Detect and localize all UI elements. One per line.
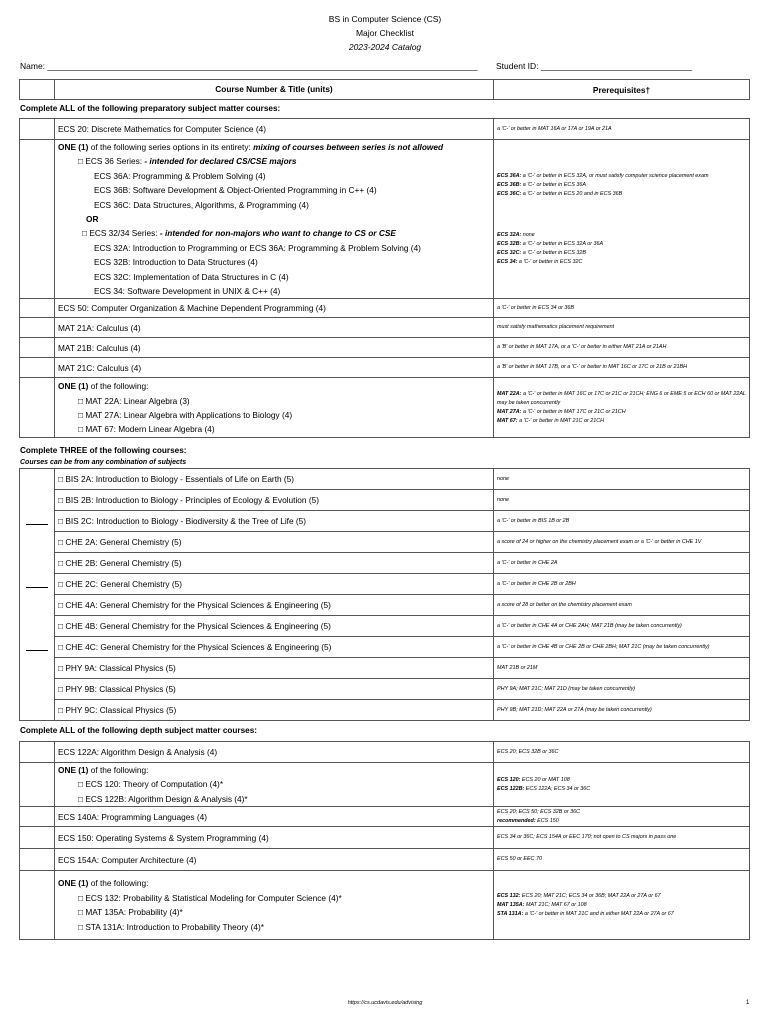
prereq-che4b: a 'C-' or better in CHE 4A or CHE 2AH; MAT 21B (may be taken concurrently) xyxy=(494,616,750,637)
course-mat21b: MAT 21B: Calculus (4) xyxy=(55,338,494,358)
prereq-che2a: a score of 24 or higher on the chemistry placement exam or a 'C-' or better in CHE 1V xyxy=(494,532,750,553)
table-row xyxy=(20,574,750,595)
option-ecs122b[interactable]: □ ECS 122B: Algorithm Design & Analysis (4)* xyxy=(78,793,248,804)
table-row xyxy=(20,378,750,438)
checkbox-cell[interactable] xyxy=(20,827,55,849)
course-theory-option: ONE (1) of the following: □ ECS 120: Theory of Computation (4)* □ ECS 122B: Algorithm Design & Analysis (4)* xyxy=(55,763,494,807)
column-header xyxy=(19,79,750,100)
checkbox-cell[interactable] xyxy=(20,849,55,871)
table-row xyxy=(20,140,750,299)
depth-table xyxy=(19,741,750,940)
course-bis2a[interactable]: □ BIS 2A: Introduction to Biology - Essentials of Life on Earth (5) xyxy=(55,469,494,490)
table-row xyxy=(20,827,750,849)
prereq-bis2c: a 'C-' or better in BIS 1B or 2B xyxy=(494,511,750,532)
course-mat21a: MAT 21A: Calculus (4) xyxy=(55,318,494,338)
prereq-che2c: a 'C-' or better in CHE 2B or 2BH xyxy=(494,574,750,595)
page-number: 1 xyxy=(746,1000,750,1006)
title-catalog: 2023-2024 Catalog xyxy=(348,42,422,52)
student-id-field[interactable]: Student ID: ________________________________ xyxy=(496,61,693,71)
course-mat21c: MAT 21C: Calculus (4) xyxy=(55,358,494,378)
title-checklist: Major Checklist xyxy=(355,28,415,38)
course-phy9a[interactable]: □ PHY 9A: Classical Physics (5) xyxy=(55,658,494,679)
table-row xyxy=(20,658,750,679)
course-ecs20: ECS 20: Discrete Mathematics for Computer Science (4) xyxy=(55,119,494,140)
course-ecs154a: ECS 154A: Computer Architecture (4) xyxy=(55,849,494,871)
prereq-ecs122a: ECS 20; ECS 32B or 36C xyxy=(494,742,750,763)
checkbox-cell[interactable] xyxy=(20,338,55,358)
course-che4c[interactable]: □ CHE 4C: General Chemistry for the Physical Sciences & Engineering (5) xyxy=(55,637,494,658)
name-field[interactable]: Name: ___________________________________________________________________________________________ xyxy=(20,61,478,71)
course-che2b[interactable]: □ CHE 2B: General Chemistry (5) xyxy=(55,553,494,574)
prereq-column-header: Prerequisites† xyxy=(494,80,750,100)
table-row xyxy=(20,849,750,871)
table-row xyxy=(20,318,750,338)
course-column-header: Course Number & Title (units) xyxy=(55,80,494,100)
prereq-mat21b: a 'B' or better in MAT 17A, or a 'C-' or better in either MAT 21A or 21AH xyxy=(494,338,750,358)
science-check-column xyxy=(20,469,55,721)
prereq-che4a: a score of 28 or better on the chemistry placement exam xyxy=(494,595,750,616)
science-blank-2[interactable] xyxy=(26,587,48,588)
option-mat27a[interactable]: □ MAT 27A: Linear Algebra with Applications to Biology (4) xyxy=(78,409,293,420)
prereq-ecs150: ECS 34 or 36C; ECS 154A or EEC 170; not open to CS majors in pass one xyxy=(494,827,750,849)
prereq-che2b: a 'C-' or better in CHE 2A xyxy=(494,553,750,574)
science-table xyxy=(19,468,750,721)
table-row xyxy=(20,871,750,940)
checkbox-cell[interactable] xyxy=(20,807,55,827)
prereq-bis2b: none xyxy=(494,490,750,511)
option-ecs120[interactable]: □ ECS 120: Theory of Computation (4)* xyxy=(78,779,224,790)
table-row xyxy=(20,637,750,658)
prereq-ecs154a: ECS 50 or EEC 70 xyxy=(494,849,750,871)
science-section-subtitle: Courses can be from any combination of subjects xyxy=(20,459,187,466)
option-ecs132[interactable]: □ ECS 132: Probability & Statistical Modeling for Computer Science (4)* xyxy=(78,892,342,903)
prereq-che4c: a 'C-' or better in CHE 4B or CHE 2B or CHE 2BH; MAT 21C (may be taken concurrently) xyxy=(494,637,750,658)
prereq-linear-algebra: MAT 22A: a 'C-' or better in MAT 16C or 17C or 21C or 21CH; ENG 6 or EME 5 or ECH 60 or MAT 22AL may be taken concurrently MAT 27A: a 'C-' or better in MAT 17C or 21C or 21CH MAT 67: a 'C-' or better in MAT 21C or 21CH xyxy=(494,378,750,438)
depth-section-title: Complete ALL of the following depth subject matter courses: xyxy=(20,726,258,735)
prereq-mat21c: a 'B' or better in MAT 17B, or a 'C-' or better in MAT 16C or 17C or 21B or 21BH xyxy=(494,358,750,378)
course-ecs122a: ECS 122A: Algorithm Design & Analysis (4) xyxy=(55,742,494,763)
table-row xyxy=(20,119,750,140)
course-ecs140a: ECS 140A: Programming Languages (4) xyxy=(55,807,494,827)
course-stats-option: ONE (1) of the following: □ ECS 132: Probability & Statistical Modeling for Computer Science (4)* □ MAT 135A: Probability (4)* □ STA 131A: Introduction to Probability Theory (4)* xyxy=(55,871,494,940)
prereq-bis2a: none xyxy=(494,469,750,490)
course-ecs50: ECS 50: Computer Organization & Machine Dependent Programming (4) xyxy=(55,299,494,318)
footer-url[interactable]: https://cs.ucdavis.edu/advising xyxy=(347,1000,423,1006)
table-row xyxy=(20,679,750,700)
table-row xyxy=(20,511,750,532)
table-row xyxy=(20,532,750,553)
course-che4b[interactable]: □ CHE 4B: General Chemistry for the Physical Sciences & Engineering (5) xyxy=(55,616,494,637)
course-ecs150: ECS 150: Operating Systems & System Programming (4) xyxy=(55,827,494,849)
course-bis2b[interactable]: □ BIS 2B: Introduction to Biology - Principles of Ecology & Evolution (5) xyxy=(55,490,494,511)
table-row xyxy=(20,595,750,616)
table-row xyxy=(20,763,750,807)
checkbox-cell[interactable] xyxy=(20,763,55,807)
table-row xyxy=(20,490,750,511)
course-bis2c[interactable]: □ BIS 2C: Introduction to Biology - Biodiversity & the Tree of Life (5) xyxy=(55,511,494,532)
series-36-option[interactable]: □ ECS 36 Series: xyxy=(78,156,145,167)
prereq-phy9c: PHY 9B; MAT 21D; MAT 22A or 27A (may be taken concurrently) xyxy=(494,700,750,721)
table-row xyxy=(20,700,750,721)
checkbox-cell[interactable] xyxy=(20,871,55,940)
table-row xyxy=(20,358,750,378)
prereq-ecs20: a 'C-' or better in MAT 16A or 17A or 19A or 21A xyxy=(494,119,750,140)
prereq-phy9a: MAT 21B or 21M xyxy=(494,658,750,679)
table-row xyxy=(20,299,750,318)
series-32-option[interactable]: □ ECS 32/34 Series: xyxy=(82,228,160,239)
prereq-stats-option: ECS 132: ECS 20; MAT 21C; ECS 34 or 36B; MAT 22A or 27A or 67 MAT 135A: MAT 21C; MAT 67 or 108 STA 131A: a 'C-' or better in MAT 21C and in either MAT 22A or 27A or 67 xyxy=(494,871,750,940)
checkbox-cell[interactable] xyxy=(20,742,55,763)
table-row xyxy=(20,807,750,827)
prep-section-title: Complete ALL of the following preparatory subject matter courses: xyxy=(20,104,281,113)
course-phy9b[interactable]: □ PHY 9B: Classical Physics (5) xyxy=(55,679,494,700)
prep-table xyxy=(19,118,750,438)
option-mat67[interactable]: □ MAT 67: Modern Linear Algebra (4) xyxy=(78,424,215,435)
prereq-mat21a: must satisfy mathematics placement requirement xyxy=(494,318,750,338)
table-row xyxy=(20,742,750,763)
table-row xyxy=(20,553,750,574)
checkbox-cell[interactable] xyxy=(20,378,55,438)
course-che4a[interactable]: □ CHE 4A: General Chemistry for the Physical Sciences & Engineering (5) xyxy=(55,595,494,616)
checkbox-cell[interactable] xyxy=(20,358,55,378)
science-section-title: Complete THREE of the following courses: xyxy=(20,446,187,455)
prereq-ecs-series: ECS 36A: a 'C-' or better in ECS 32A, or must satisfy computer science placement exam ECS 36B: a 'C-' or better in ECS 36A ECS 36C: a 'C-' or better in ECS 20 and in ECS 36B ECS 32A: none ECS 32B: a 'C-' or better in ECS 32A or 36A ECS 32C: a 'C-' or better in ECS 32B ECS 34: a 'C-' or better in ECS 32C xyxy=(494,140,750,299)
table-row xyxy=(20,338,750,358)
title-degree: BS in Computer Science (CS) xyxy=(328,14,442,24)
checkbox-cell[interactable] xyxy=(20,119,55,140)
checkbox-cell[interactable] xyxy=(20,318,55,338)
course-che2c[interactable]: □ CHE 2C: General Chemistry (5) xyxy=(55,574,494,595)
prereq-phy9b: PHY 9A; MAT 21C; MAT 21D (may be taken concurrently) xyxy=(494,679,750,700)
option-sta131a[interactable]: □ STA 131A: Introduction to Probability Theory (4)* xyxy=(78,921,264,932)
prereq-theory-option: ECS 120: ECS 20 or MAT 108 ECS 122B: ECS 122A; ECS 34 or 36C xyxy=(494,763,750,807)
science-blank-3[interactable] xyxy=(26,650,48,651)
checkbox-cell[interactable] xyxy=(20,140,55,299)
option-mat135a[interactable]: □ MAT 135A: Probability (4)* xyxy=(78,907,183,918)
option-mat22a[interactable]: □ MAT 22A: Linear Algebra (3) xyxy=(78,395,190,406)
table-row xyxy=(20,469,750,490)
science-blank-1[interactable] xyxy=(26,524,48,525)
course-phy9c[interactable]: □ PHY 9C: Classical Physics (5) xyxy=(55,700,494,721)
course-che2a[interactable]: □ CHE 2A: General Chemistry (5) xyxy=(55,532,494,553)
table-row xyxy=(20,616,750,637)
checkbox-cell[interactable] xyxy=(20,299,55,318)
course-linear-algebra: ONE (1) of the following: □ MAT 22A: Linear Algebra (3) □ MAT 27A: Linear Algebra with Applications to Biology (4) □ MAT 67: Modern Linear Algebra (4) xyxy=(55,378,494,438)
course-ecs-series: ONE (1) of the following series options in its entirety: mixing of courses between series is not allowed □ ECS 36 Series: - intended for declared CS/CSE majors ECS 36A: Programming & Problem Solving (4) ECS 36B: Software Development & Object-Oriented Programming in C++ (4) ECS 36C: Data Structures, Algorithms, & Programming (4) OR □ ECS 32/34 Series: - intended for non-majors who want to change to CS or CSE ECS 32A: Introduction to Programming or ECS 36A: Programming & Problem Solving (4) ECS 32B: Introduction to Data Structures (4) ECS 32C: Implementation of Data Structures in C (4) ECS 34: Software Development in UNIX & C++ (4) xyxy=(55,140,494,299)
prereq-ecs50: a 'C-' or better in ECS 34 or 36B xyxy=(494,299,750,318)
prereq-ecs140a: ECS 20; ECS 50; ECS 32B or 36C recommended: ECS 150 xyxy=(494,807,750,827)
